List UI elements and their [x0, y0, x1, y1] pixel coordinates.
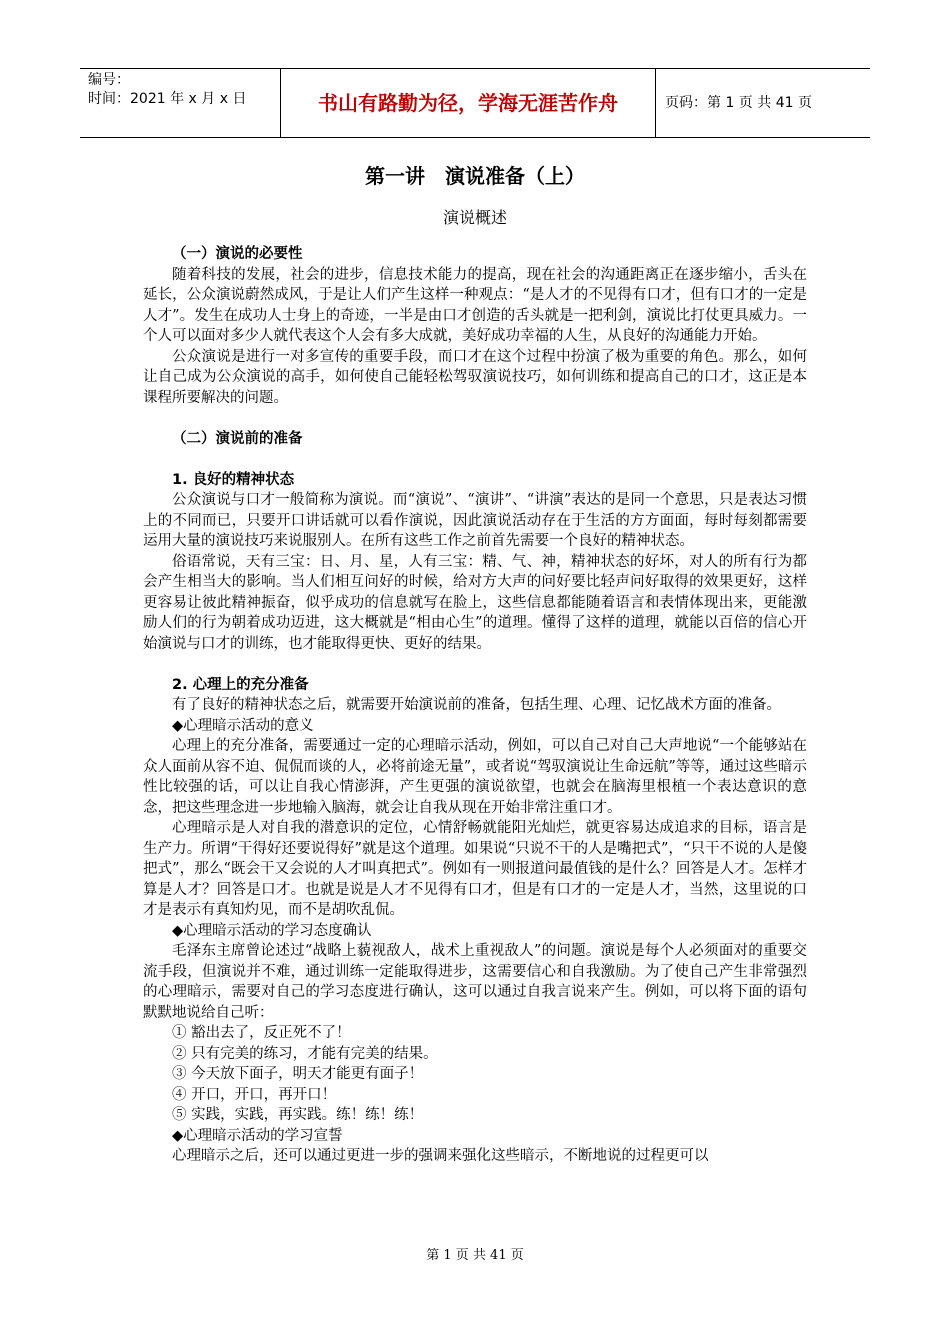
list-item: ③ 今天放下面子，明天才能更有面子！	[172, 1066, 424, 1082]
header-motto: 书山有路勤为径，学海无涯苦作舟	[318, 91, 618, 115]
paragraph: 心理上的充分准备，需要通过一定的心理暗示活动，例如，可以自己对自己大声地说“一个能够站在众人面前从容不迫、侃侃而谈的人，必将前途无量”，或者说“驾驭演说让生命远航”等等，通过这些暗示性比较强的话，可以让自我心情澎湃，产生更强的演说欲望，也就会在脑海里根植一个表达意识的意念，把这些理念进一步地输入脑海，就会让自我从现在开始非常注重口才。	[143, 738, 807, 816]
paragraph: 随着科技的发展，社会的进步，信息技术能力的提高，现在社会的沟通距离正在逐步缩小，舌头在延长，公众演说蔚然成风，于是让人们产生这样一种观点：“是人才的不见得有口才，但有口才的一定是人才”。发生在成功人士身上的奇迹，一半是由口才创造的舌头就是一把利剑，演说比打仗更具威力。一个人可以面对多少人就代表这个人会有多大成就，美好成功幸福的人生，从良好的沟通能力开始。	[143, 266, 807, 344]
header-divider	[655, 69, 656, 137]
paragraph: 公众演说是进行一对多宣传的重要手段，而口才在这个过程中扮演了极为重要的角色。那么，如何让自己成为公众演说的高手，如何使自己能轻松驾驭演说技巧，如何训练和提高自己的口才，这正是本课程所要解决的问题。	[143, 348, 807, 406]
paragraph: 俗语常说，天有三宝：日、月、星，人有三宝：精、气、神，精神状态的好坏，对人的所有行为都会产生相当大的影响。当人们相互问好的时候，给对方大声的问好要比轻声问好取得的效果更好，这样更容易让彼此精神振奋，似乎成功的信息就写在脸上，这些信息都能随着语言和表情体现出来，更能激励人们的行为朝着成功迈进，这大概就是“相由心生”的道理。懂得了这样的道理，就能以百倍的信心开始演说与口才的训练，也才能取得更快、更好的结果。	[143, 553, 807, 652]
document-body	[143, 244, 807, 1167]
bullet-heading: ◆心理暗示活动的意义	[172, 717, 314, 734]
subsection-heading: 2. 心理上的充分准备	[172, 676, 309, 693]
document-subtitle: 演说概述	[442, 208, 507, 227]
header-page-info: 页码：第 1 页 共 41 页	[665, 95, 812, 111]
time-label: 时间：2021 年 x 月 x 日	[88, 91, 247, 107]
paragraph: 心理暗示是人对自我的潜意识的定位，心情舒畅就能阳光灿烂，就更容易达成追求的目标，语言是生产力。所谓“干得好还要说得好”就是这个道理。如果说“只说不干的人是嘴把式”，“只干不说的人是傻把式”，那么“既会干又会说的人才叫真把式”。例如有一则报道问最值钱的是什么？回答是人才。怎样才算是人才？回答是口才。也就是说是人才不见得有口才，但是有口才的一定是人才，当然，这里说的口才是表示有真知灼见，而不是胡吹乱侃。	[143, 820, 807, 918]
document-title: 第一讲 演说准备（上）	[365, 164, 585, 188]
subsection-heading: 1. 良好的精神状态	[172, 471, 295, 488]
bullet-heading: ◆心理暗示活动的学习宣誓	[172, 1127, 343, 1144]
list-item: ⑤ 实践，实践，再实践。练！练！练！	[172, 1107, 424, 1123]
list-item: ① 豁出去了，反正死不了！	[172, 1025, 351, 1041]
paragraph: 公众演说与口才一般简称为演说。而“演说”、“演讲”、“讲演”表达的是同一个意思，只是表达习惯上的不同而已，只要开口讲话就可以看作演说，因此演说活动存在于生活的方方面面，每时每刻都需要运用大量的演说技巧来说服别人。在所有这些工作之前首先需要一个良好的精神状态。	[143, 492, 807, 549]
paragraph: 毛泽东主席曾论述过“战略上藐视敌人，战术上重视敌人”的问题。演说是每个人必须面对的重要交流手段，但演说并不难，通过训练一定能取得进步，这需要信心和自我激励。为了使自己产生非常强烈的心理暗示，需要对自己的学习态度进行确认，这可以通过自我言说来产生。例如，可以将下面的语句默默地说给自己听：	[143, 943, 807, 1021]
bullet-heading: ◆心理暗示活动的学习态度确认	[172, 922, 372, 939]
number-label: 编号：	[88, 72, 130, 88]
page-footer: 第 1 页 共 41 页	[426, 1248, 524, 1263]
list-item: ② 只有完美的练习，才能有完美的结果。	[172, 1045, 438, 1062]
paragraph: 心理暗示之后，还可以通过更进一步的强调来强化这些暗示，不断地说的过程更可以	[172, 1148, 709, 1164]
list-item: ④ 开口，开口，再开口！	[172, 1086, 337, 1103]
section-heading: （一）演说的必要性	[172, 246, 303, 262]
section-heading: （二）演说前的准备	[172, 430, 303, 447]
header-meta	[88, 71, 278, 109]
paragraph: 有了良好的精神状态之后，就需要开始演说前的准备，包括生理、心理、记忆战术方面的准备。	[172, 697, 781, 713]
page-header	[80, 68, 870, 138]
